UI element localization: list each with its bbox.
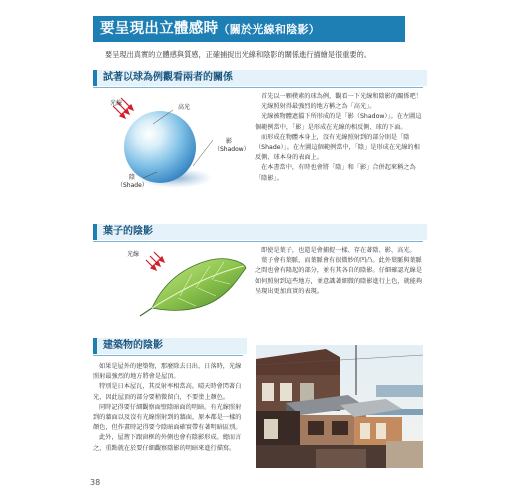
building-paragraph: 同時記得要仔細觀察面壁陰暗面的明暗。有光線照射到的牆面以及沒有光線照射到的牆面，原本都是一樣的顏色，但作畫時記得要令陰暗面確實帶有著明暗區別。 <box>93 403 242 432</box>
section-building-title: 建築物的陰影 <box>103 340 163 351</box>
ball-paragraph: 光線照射得最強烈的地方稱之為「高光」。 <box>261 103 376 111</box>
ball-paragraph: 光線被物體遮擋下所形成的是「影（Shadow）」。在左圖這個範例當中，「影」是形成在光線的相反側、球的下面。 <box>255 113 422 131</box>
section-building-header <box>93 338 247 354</box>
building-paragraph: 此外，屋簷下跟窗框的外側也會有陰影形成。總而言之，重點就在於要仔細觀察陰影的明暗來進行描寫。 <box>93 434 242 452</box>
section-ball-title: 試著以球為例觀看兩者的關係 <box>103 72 233 83</box>
page-title <box>100 17 320 42</box>
section-leaf-header <box>93 224 427 240</box>
ball-light-label: 光線 <box>110 100 123 107</box>
section-ball-header <box>93 70 427 86</box>
section-building-rule <box>93 355 243 356</box>
ball-paragraph: 而形成在物體本身上，沒有光線照射到的部分則是「陰（Shade）」。在左圖這個範例當中，「陰」是形成在光線的相反側、球本身的表面上。 <box>255 133 420 162</box>
ball-paragraph: 在本書當中，有時也會將「陰」和「影」合併起來稱之為「陰影」。 <box>255 164 416 182</box>
section-leaf-rule <box>93 241 423 242</box>
ball-paragraph: 首先以一顆樸素的球為例，觀看一下光線和陰影的關係吧！ <box>261 93 422 100</box>
shadow-label-en: （Shadow） <box>214 146 250 153</box>
ball-text <box>255 92 423 184</box>
title-subtitle: （關於光線和陰影） <box>218 23 321 36</box>
leaf-paragraph: 即使是葉子，也還是會捕捉一樣、存在著陰、影、高光。 <box>261 247 416 254</box>
title-main: 要呈現出立體感時 <box>100 21 219 37</box>
leaf-illustration <box>100 246 250 318</box>
ball <box>124 111 196 183</box>
building-paragraph: 特別是日本屋瓦，其反射率相當高。晴天時會閃著白光，因此屋頂的部分要稍微留白，不要塗上顏色。 <box>93 383 242 401</box>
highlight-label: 高光 <box>178 104 191 111</box>
shade-label-zh: 陰 <box>128 174 135 181</box>
leaf-light-arrows-icon <box>146 252 164 270</box>
building-illustration <box>256 345 423 468</box>
leaf-light-label: 光線 <box>127 251 140 258</box>
shadow-label-zh: 影 <box>225 138 232 145</box>
shade-label-en: （Shade） <box>117 182 148 189</box>
building-text <box>93 362 243 454</box>
lead-text: 要呈現出真實的立體感與質感，正確捕捉出光線和陰影的關係進行描繪是很重要的。 <box>105 50 371 59</box>
leaf-paragraph: 葉子會有葉脈，而葉脈會有很微妙的凹凸。此外葉脈與葉脈之間也會有隆起的部分，並有其各自的陰影。仔細確認光線是如何照射到這些地方，並意識著細微的陰影進行上色，就能夠呈現出更加真實的表現。 <box>255 257 423 295</box>
leaf <box>152 259 246 311</box>
section-leaf-title: 葉子的陰影 <box>103 226 153 237</box>
shadow-label <box>214 138 250 154</box>
page-number: 38 <box>90 478 101 487</box>
section-ball-rule <box>93 87 423 88</box>
leaf-text <box>255 246 423 297</box>
shade-label <box>117 174 147 190</box>
building-paragraph: 如果是屋外的建築物，那麼除去日出、日落時，光線照射最強烈的地方將會是屋頂。 <box>93 363 242 381</box>
